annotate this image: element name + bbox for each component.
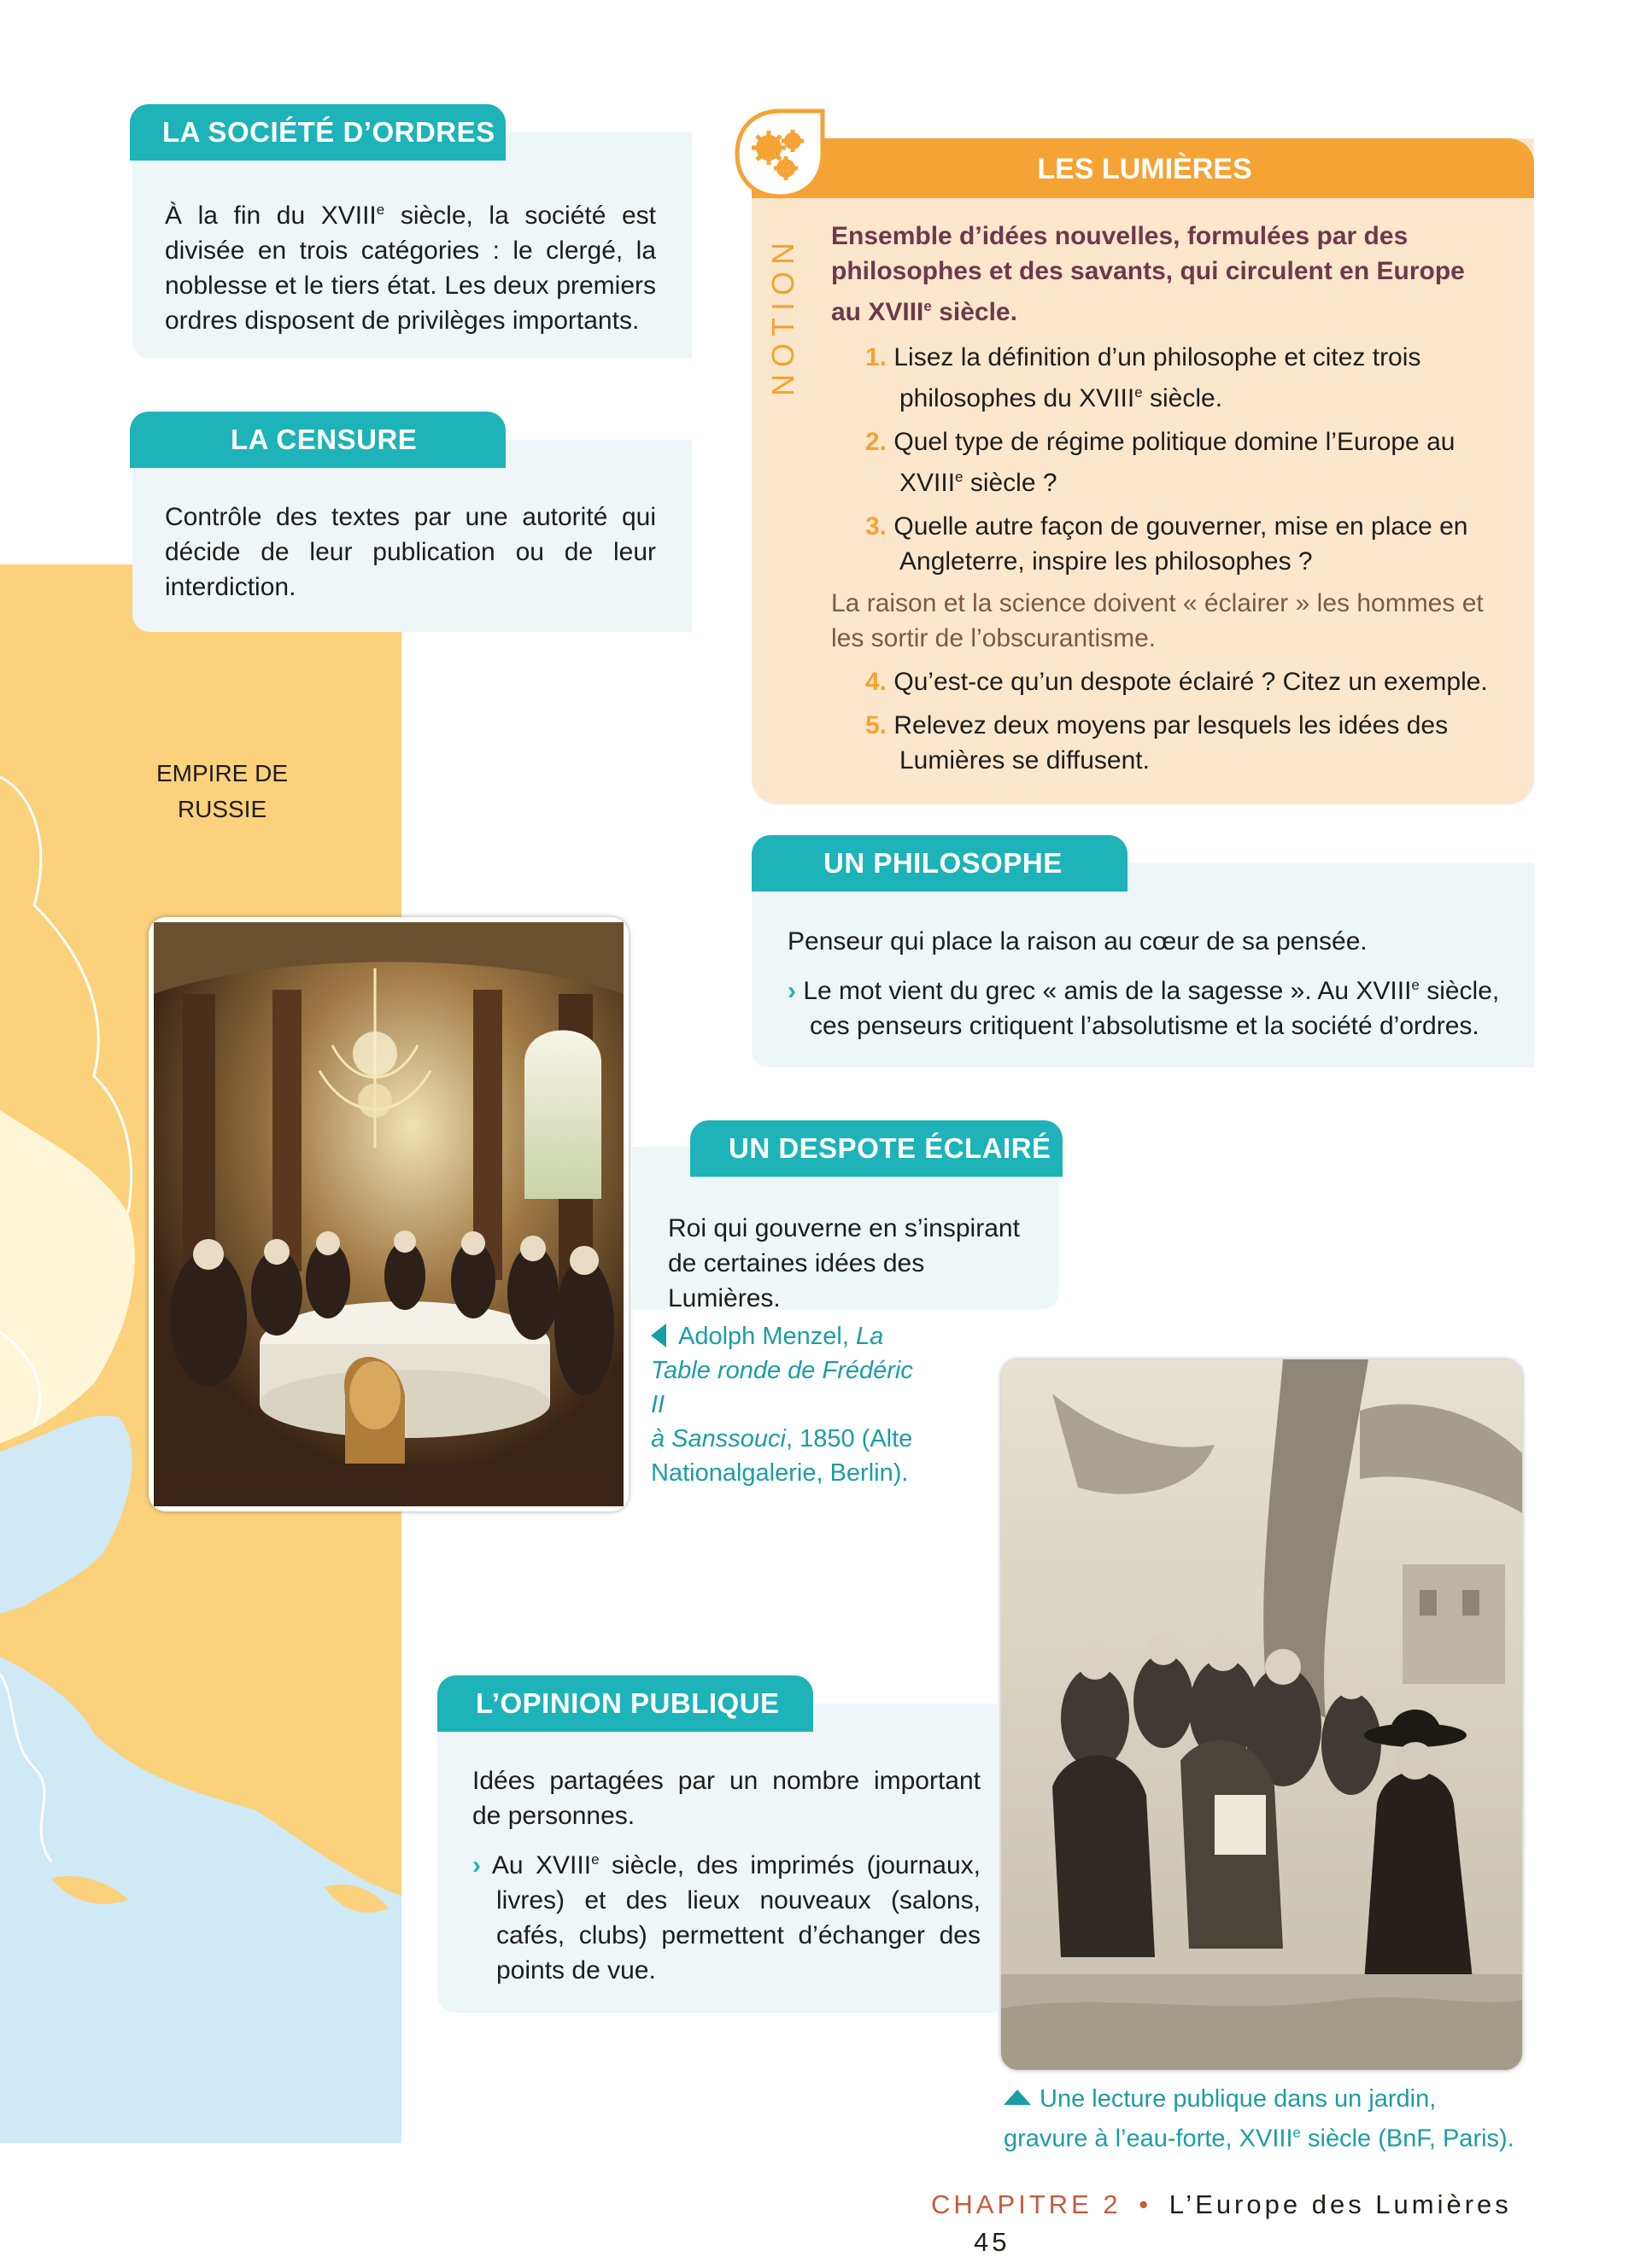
despote-text: Roi qui gouverne en s’inspirant de certaines idées des Lumières. bbox=[668, 1214, 1020, 1312]
philosophe-title bbox=[752, 835, 1128, 891]
chevron-right-icon: › bbox=[788, 977, 796, 1005]
societe-title-text: LA SOCIÉTÉ D’ORDRES bbox=[162, 116, 495, 148]
page-number: 45 bbox=[974, 2227, 1010, 2257]
engraving-image bbox=[1001, 1359, 1522, 2070]
censure-text: Contrôle des textes par une autorité qui décide de leur publication ou de leur interdiction. bbox=[165, 503, 656, 601]
opinion-text: Idées partagées par un nombre important de personnes. › Au XVIIIe siècle, des imprimés (journaux, livres) et des lieux nouveaux (salons, cafés, clubs) permettent d’échanger des points de vue. bbox=[472, 1767, 981, 1984]
question-item: 3. Quelle autre façon de gouverner, mise en place en Angleterre, inspire les philosophes ? bbox=[865, 512, 1468, 576]
notion-vertical-label: NOTION bbox=[765, 236, 800, 396]
triangle-up-icon bbox=[1004, 2090, 1031, 2105]
opinion-title-text: L’OPINION PUBLIQUE bbox=[476, 1687, 780, 1719]
notion-raison: La raison et la science doivent « éclairer » les hommes et les sortir de l’obscurantisme. bbox=[831, 589, 1484, 652]
notion-title: LES LUMIÈRES bbox=[1037, 153, 1252, 185]
societe-title bbox=[130, 104, 506, 161]
philosophe-text: Penseur qui place la raison au cœur de sa pensée. › Le mot vient du grec « amis de la sagesse ». Au XVIIIe siècle, ces penseurs critiquent l’absolutisme et la société d’ordres. bbox=[788, 927, 1500, 1040]
map-label-russie bbox=[128, 756, 316, 827]
question-item: 1. Lisez la définition d’un philosophe et citez trois philosophes du XVIIIe siècle. bbox=[865, 343, 1421, 412]
opinion-title bbox=[437, 1675, 813, 1732]
engraving-lecture-publique bbox=[1001, 1359, 1522, 2070]
map-label-line: EMPIRE DE bbox=[155, 760, 289, 786]
despote-title bbox=[690, 1120, 1063, 1177]
footer-dot: • bbox=[1139, 2189, 1152, 2219]
despote-title-text: UN DESPOTE ÉCLAIRÉ bbox=[729, 1132, 1051, 1164]
caption-painting: Adolph Menzel, La Table ronde de Frédéric II à Sanssouci, 1850 (Alte Nationalgalerie, Berlin). bbox=[651, 1323, 913, 1487]
footer-chapter: CHAPITRE 2 bbox=[931, 2189, 1122, 2219]
triangle-left-icon bbox=[651, 1324, 666, 1347]
censure-title-text: LA CENSURE bbox=[231, 424, 418, 455]
map-label-line: RUSSIE bbox=[177, 796, 267, 822]
chevron-right-icon: › bbox=[472, 1851, 481, 1879]
painting-image bbox=[149, 917, 629, 1511]
notion-questions-2 bbox=[865, 664, 1523, 778]
censure-title bbox=[130, 412, 506, 468]
philosophe-title-text: UN PHILOSOPHE bbox=[823, 847, 1063, 879]
question-item: 2. Quel type de régime politique domine l’Europe au XVIIIe siècle ? bbox=[865, 428, 1456, 497]
question-item: 4. Qu’est-ce qu’un despote éclairé ? Citez un exemple. bbox=[865, 668, 1488, 696]
societe-text: À la fin du XVIIIe siècle, la société est divisée en trois catégories : le clergé, la noblesse et le tiers état. Les deux premiers ordres disposent de privilèges importants. bbox=[165, 202, 657, 335]
painting-table-ronde bbox=[149, 917, 629, 1511]
notion-definition: Ensemble d’idées nouvelles, formulées par des philosophes et des savants, qui circulent en Europe au XVIIIe siècle. bbox=[831, 222, 1465, 326]
page-footer bbox=[931, 2186, 1580, 2261]
footer-title: L’Europe des Lumières bbox=[1168, 2189, 1512, 2219]
caption-engraving: Une lecture publique dans un jardin, gravure à l’eau-forte, XVIIIe siècle (BnF, Paris). bbox=[1004, 2085, 1514, 2153]
gears-icon bbox=[733, 107, 827, 201]
notion-questions bbox=[865, 340, 1523, 579]
question-item: 5. Relevez deux moyens par lesquels les idées des Lumières se diffusent. bbox=[865, 711, 1449, 775]
